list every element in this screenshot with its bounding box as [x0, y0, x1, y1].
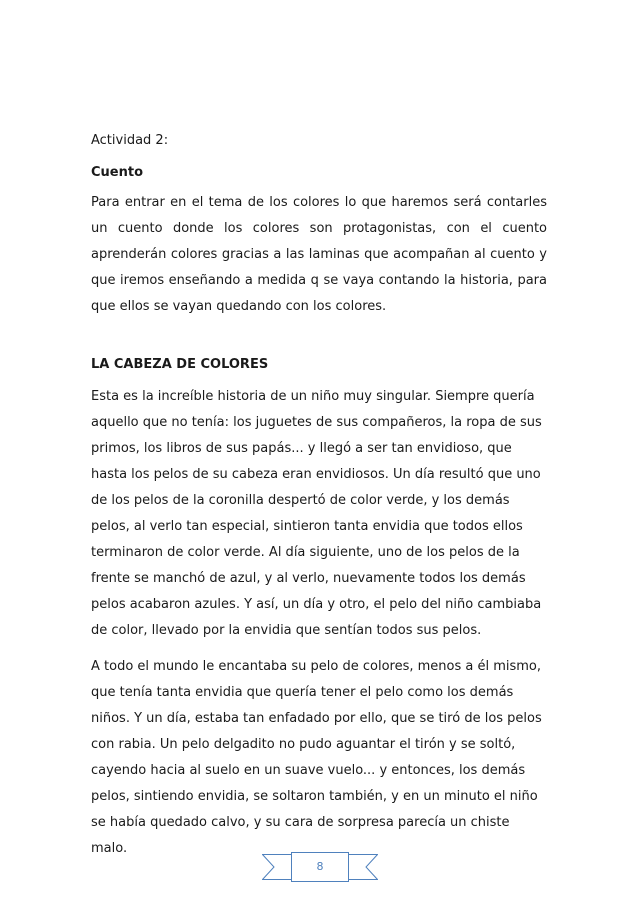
paragraph-line: primos, los libros de sus papás... y llegó a ser tan envidioso, que [91, 441, 512, 456]
story-title: LA CABEZA DE COLORES [91, 357, 269, 372]
paragraph-line: con rabia. Un pelo delgadito no pudo aguantar el tirón y se soltó, [91, 737, 516, 752]
paragraph-line: A todo el mundo le encantaba su pelo de colores, menos a él mismo, [91, 659, 542, 674]
paragraph-line: pelos, sintiendo envidia, se soltaron también, y en un minuto el niño [91, 789, 538, 804]
paragraph-line: que iremos enseñando a medida q se vaya contando la historia, para [91, 273, 547, 288]
paragraph-line: un cuento donde los colores son protagonistas, con el cuento [91, 221, 547, 236]
paragraph-line: hasta los pelos de su cabeza eran envidiosos. Un día resultó que uno [91, 467, 541, 482]
paragraph-line: Esta es la increíble historia de un niño muy singular. Siempre quería [91, 389, 535, 404]
page-content [91, 128, 547, 862]
paragraph-line: niños. Y un día, estaba tan enfadado por ello, que se tiró de los pelos [91, 711, 542, 726]
paragraph-line: cayendo hacia al suelo en un suave vuelo... y entonces, los demás [91, 763, 526, 778]
page-number-badge [262, 852, 378, 882]
paragraph-line: de color, llevado por la envidia que sentían todos sus pelos. [91, 623, 482, 638]
section-title: Cuento [91, 165, 144, 180]
paragraph-line: aquello que no tenía: los juguetes de sus compañeros, la ropa de sus [91, 415, 542, 430]
paragraph-line: pelos acabaron azules. Y así, un día y otro, el pelo del niño cambiaba [91, 597, 542, 612]
paragraph-line: pelos, al verlo tan especial, sintieron tanta envidia que todos ellos [91, 519, 523, 534]
paragraph-line: aprenderán colores gracias a las laminas que acompañan al cuento y [91, 247, 547, 262]
paragraph-line: que tenía tanta envidia que quería tener el pelo como los demás [91, 685, 514, 700]
paragraph-line: de los pelos de la coronilla despertó de color verde, y los demás [91, 493, 510, 508]
paragraph-line: terminaron de color verde. Al día siguiente, uno de los pelos de la [91, 545, 520, 560]
intro-paragraph [91, 190, 547, 320]
paragraph-line: se había quedado calvo, y su cara de sorpresa parecía un chiste malo. [91, 815, 510, 856]
story-paragraph [91, 384, 547, 644]
paragraph-line: Para entrar en el tema de los colores lo que haremos será contarles [91, 195, 547, 210]
paragraph-line: que ellos se vayan quedando con los colores. [91, 299, 387, 314]
story-paragraph [91, 654, 547, 862]
page-number: 8 [316, 860, 324, 873]
activity-label: Actividad 2: [91, 133, 169, 148]
paragraph-line: frente se manchó de azul, y al verlo, nuevamente todos los demás [91, 571, 526, 586]
